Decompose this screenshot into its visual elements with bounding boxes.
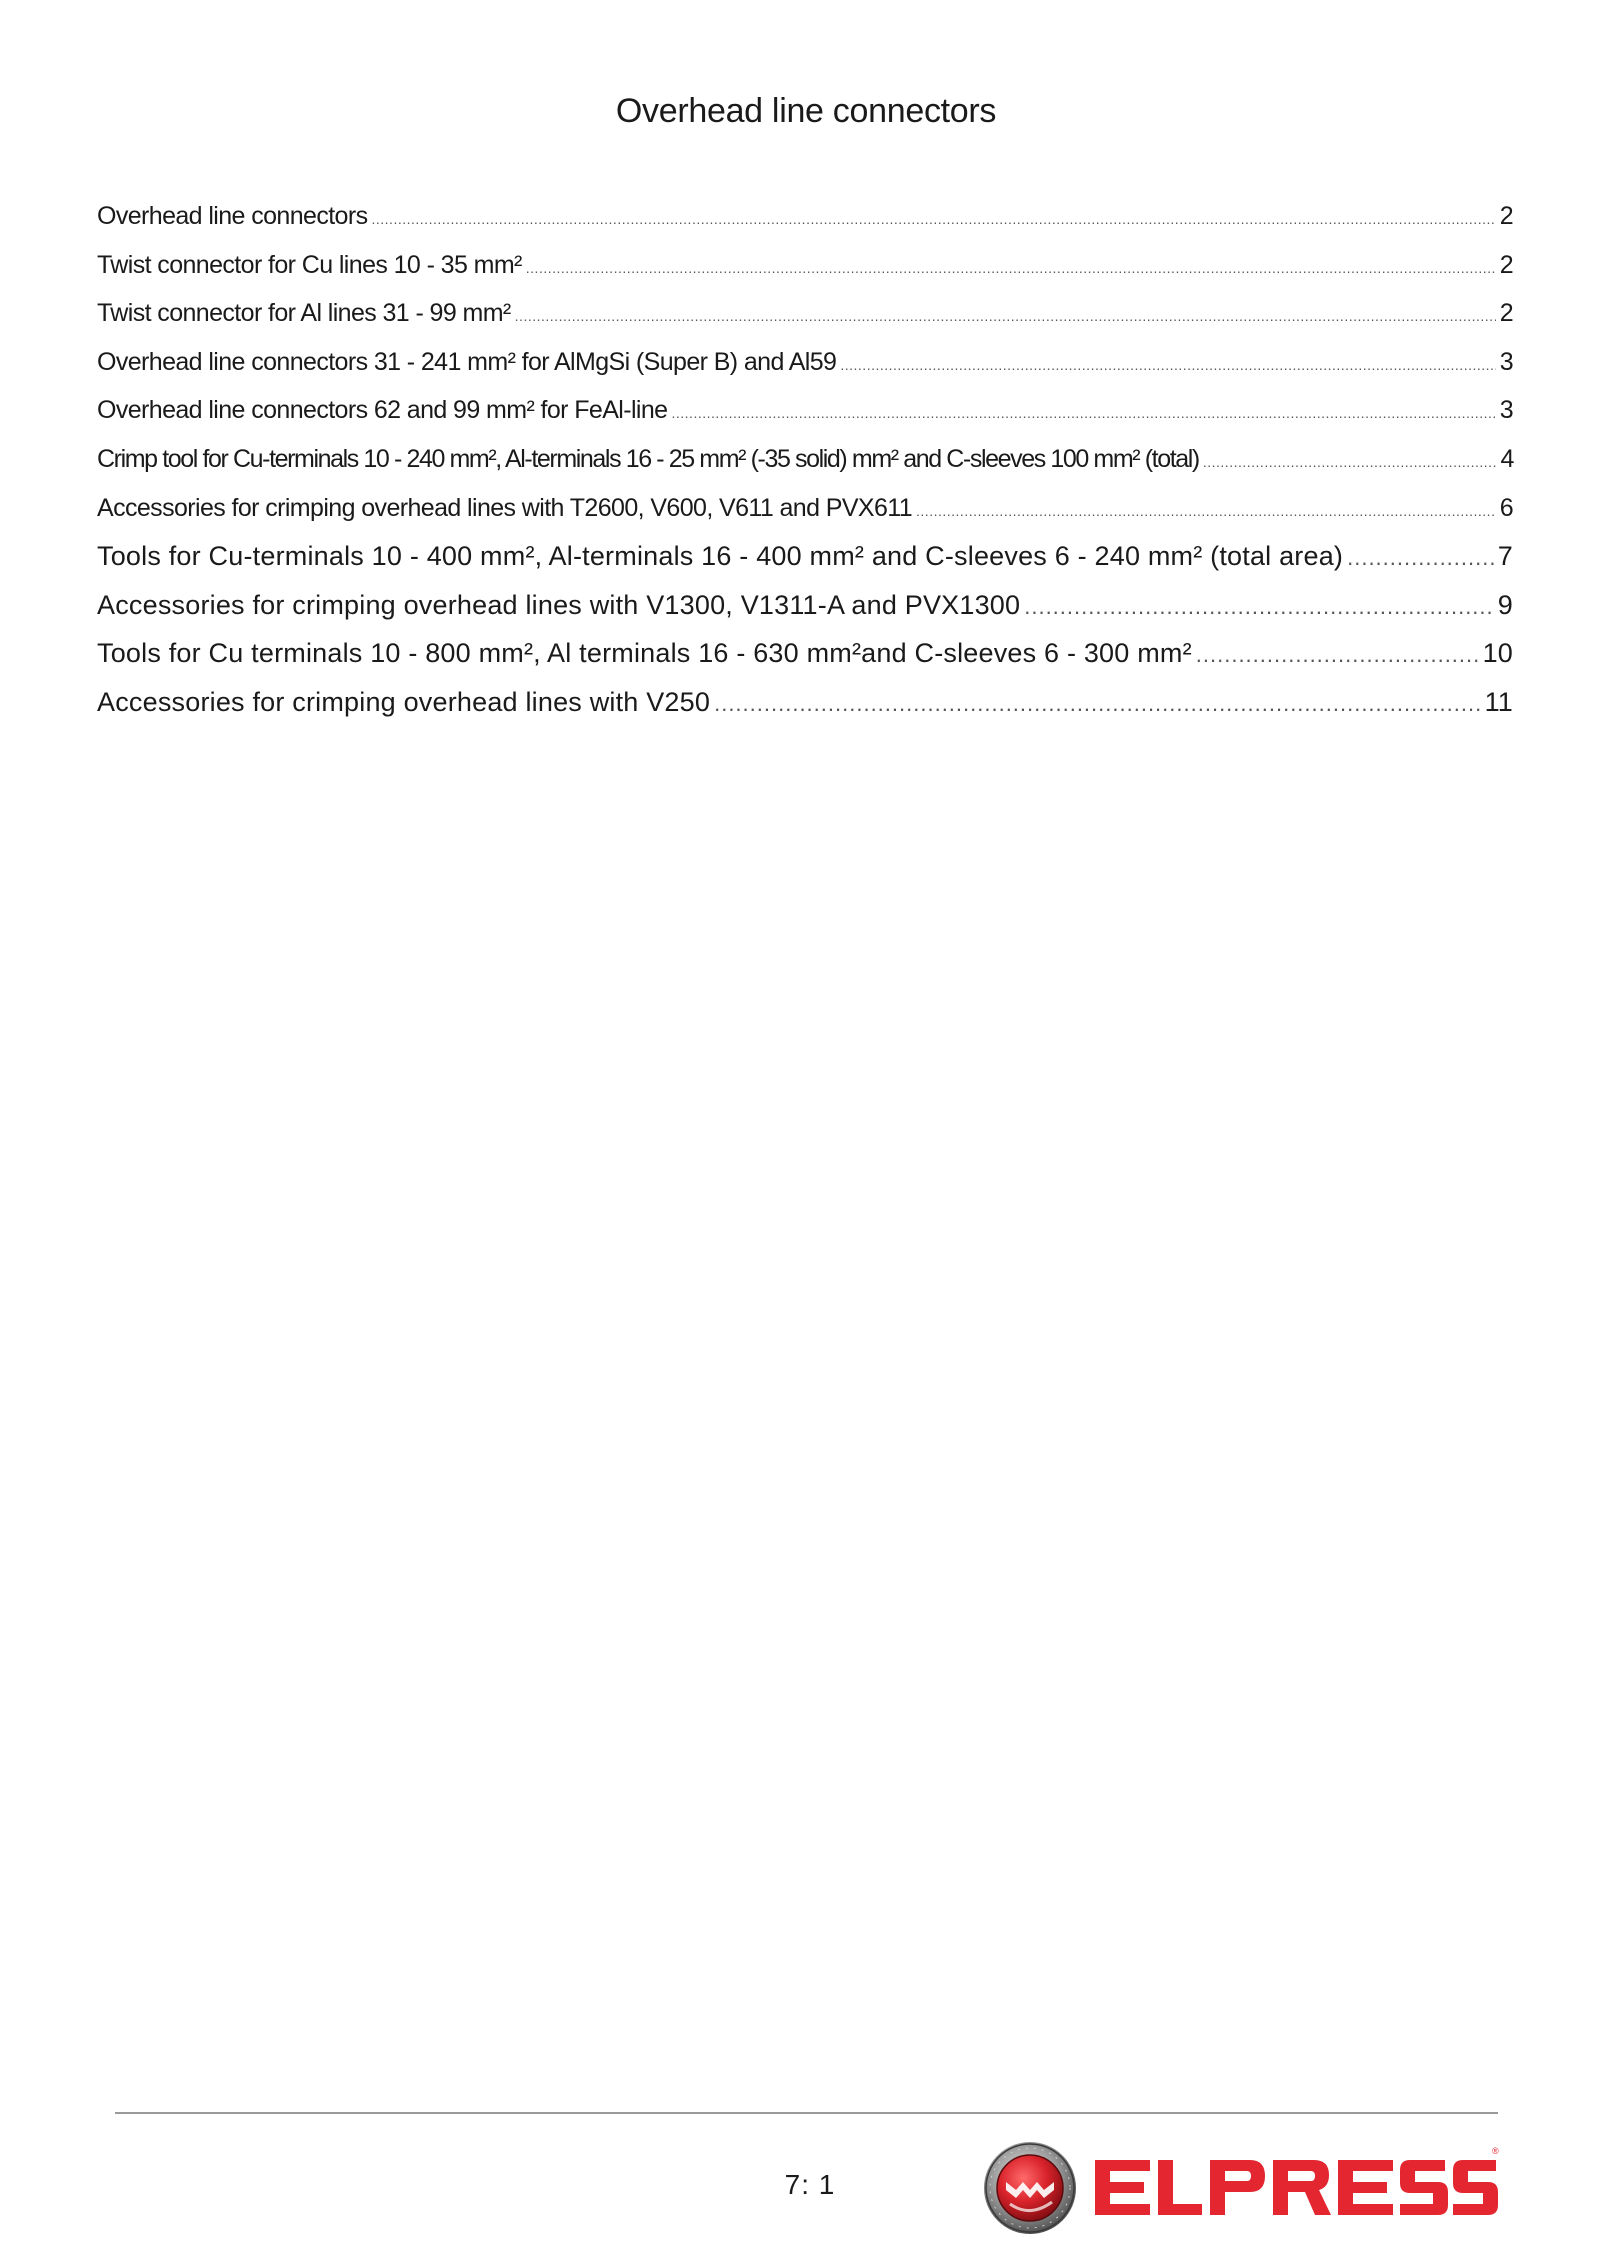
toc-entry[interactable] bbox=[97, 289, 1513, 338]
toc-entry-title: Twist connector for Al lines 31 - 99 mm² bbox=[97, 299, 511, 328]
toc-entry[interactable] bbox=[97, 629, 1513, 678]
toc-entry[interactable] bbox=[97, 241, 1513, 290]
toc-dot-leader bbox=[1203, 438, 1497, 487]
toc-entry-title: Accessories for crimping overhead lines with T2600, V600, V611 and PVX611 bbox=[97, 493, 913, 522]
table-of-contents bbox=[97, 192, 1513, 727]
toc-entry-page: 9 bbox=[1497, 589, 1513, 620]
elpress-emblem-icon bbox=[984, 2142, 1076, 2234]
toc-dot-leader bbox=[672, 389, 1496, 438]
toc-entry[interactable] bbox=[97, 581, 1513, 630]
toc-entry-page: 6 bbox=[1499, 493, 1513, 522]
toc-entry-page: 2 bbox=[1499, 299, 1513, 328]
toc-entry[interactable] bbox=[97, 678, 1513, 727]
toc-entry-page: 10 bbox=[1482, 638, 1513, 669]
toc-entry-title: Crimp tool for Cu-terminals 10 - 240 mm², Al-terminals 16 - 25 mm² (-35 solid) mm² and C-sleeves 100 mm² (total) bbox=[97, 444, 1199, 473]
elpress-wordmark bbox=[1095, 2160, 1498, 2215]
toc-entry-title: Overhead line connectors 31 - 241 mm² for AlMgSi (Super B) and Al59 bbox=[97, 347, 837, 376]
toc-entry-title: Tools for Cu-terminals 10 - 400 mm², Al-terminals 16 - 400 mm² and C-sleeves 6 - 240 mm² (total area) bbox=[97, 541, 1344, 572]
toc-dot-leader bbox=[840, 341, 1495, 390]
toc-entry-page: 4 bbox=[1500, 444, 1513, 473]
footer-divider bbox=[115, 2112, 1498, 2114]
toc-entry-page: 7 bbox=[1497, 541, 1513, 572]
toc-entry[interactable] bbox=[97, 532, 1513, 581]
toc-entry-page: 2 bbox=[1499, 250, 1513, 279]
toc-entry[interactable] bbox=[97, 192, 1513, 241]
registered-mark: ® bbox=[1492, 2146, 1499, 2156]
toc-entry[interactable] bbox=[97, 435, 1513, 484]
toc-dot-leader bbox=[372, 195, 1496, 244]
toc-entry-title: Tools for Cu terminals 10 - 800 mm², Al terminals 16 - 630 mm²and C-sleeves 6 - 300 mm² bbox=[97, 638, 1192, 669]
toc-entry-page: 11 bbox=[1484, 686, 1513, 717]
page-title: Overhead line connectors bbox=[615, 92, 997, 130]
toc-entry-title: Accessories for crimping overhead lines with V250 bbox=[97, 686, 711, 717]
elpress-logo bbox=[980, 2138, 1500, 2238]
toc-entry-title: Accessories for crimping overhead lines with V1300, V1311-A and PVX1300 bbox=[97, 589, 1021, 620]
toc-entry-page: 3 bbox=[1499, 347, 1513, 376]
toc-entry-page: 2 bbox=[1499, 202, 1513, 230]
toc-dot-leader bbox=[916, 487, 1496, 536]
toc-dot-leader bbox=[1347, 534, 1494, 583]
toc-entry-title: Twist connector for Cu lines 10 - 35 mm² bbox=[97, 250, 522, 279]
toc-entry-title: Overhead line connectors 62 and 99 mm² for FeAl-line bbox=[97, 396, 668, 425]
toc-dot-leader bbox=[526, 244, 1496, 293]
toc-entry[interactable] bbox=[97, 484, 1513, 533]
toc-dot-leader bbox=[515, 292, 1496, 341]
toc-dot-leader bbox=[714, 680, 1480, 729]
toc-entry[interactable] bbox=[97, 338, 1513, 387]
toc-entry-page: 3 bbox=[1499, 396, 1513, 425]
page-number: 7: 1 bbox=[784, 2169, 836, 2200]
toc-entry-title: Overhead line connectors bbox=[97, 202, 368, 230]
toc-entry[interactable] bbox=[97, 386, 1513, 435]
toc-dot-leader bbox=[1196, 631, 1479, 680]
toc-dot-leader bbox=[1024, 583, 1494, 632]
